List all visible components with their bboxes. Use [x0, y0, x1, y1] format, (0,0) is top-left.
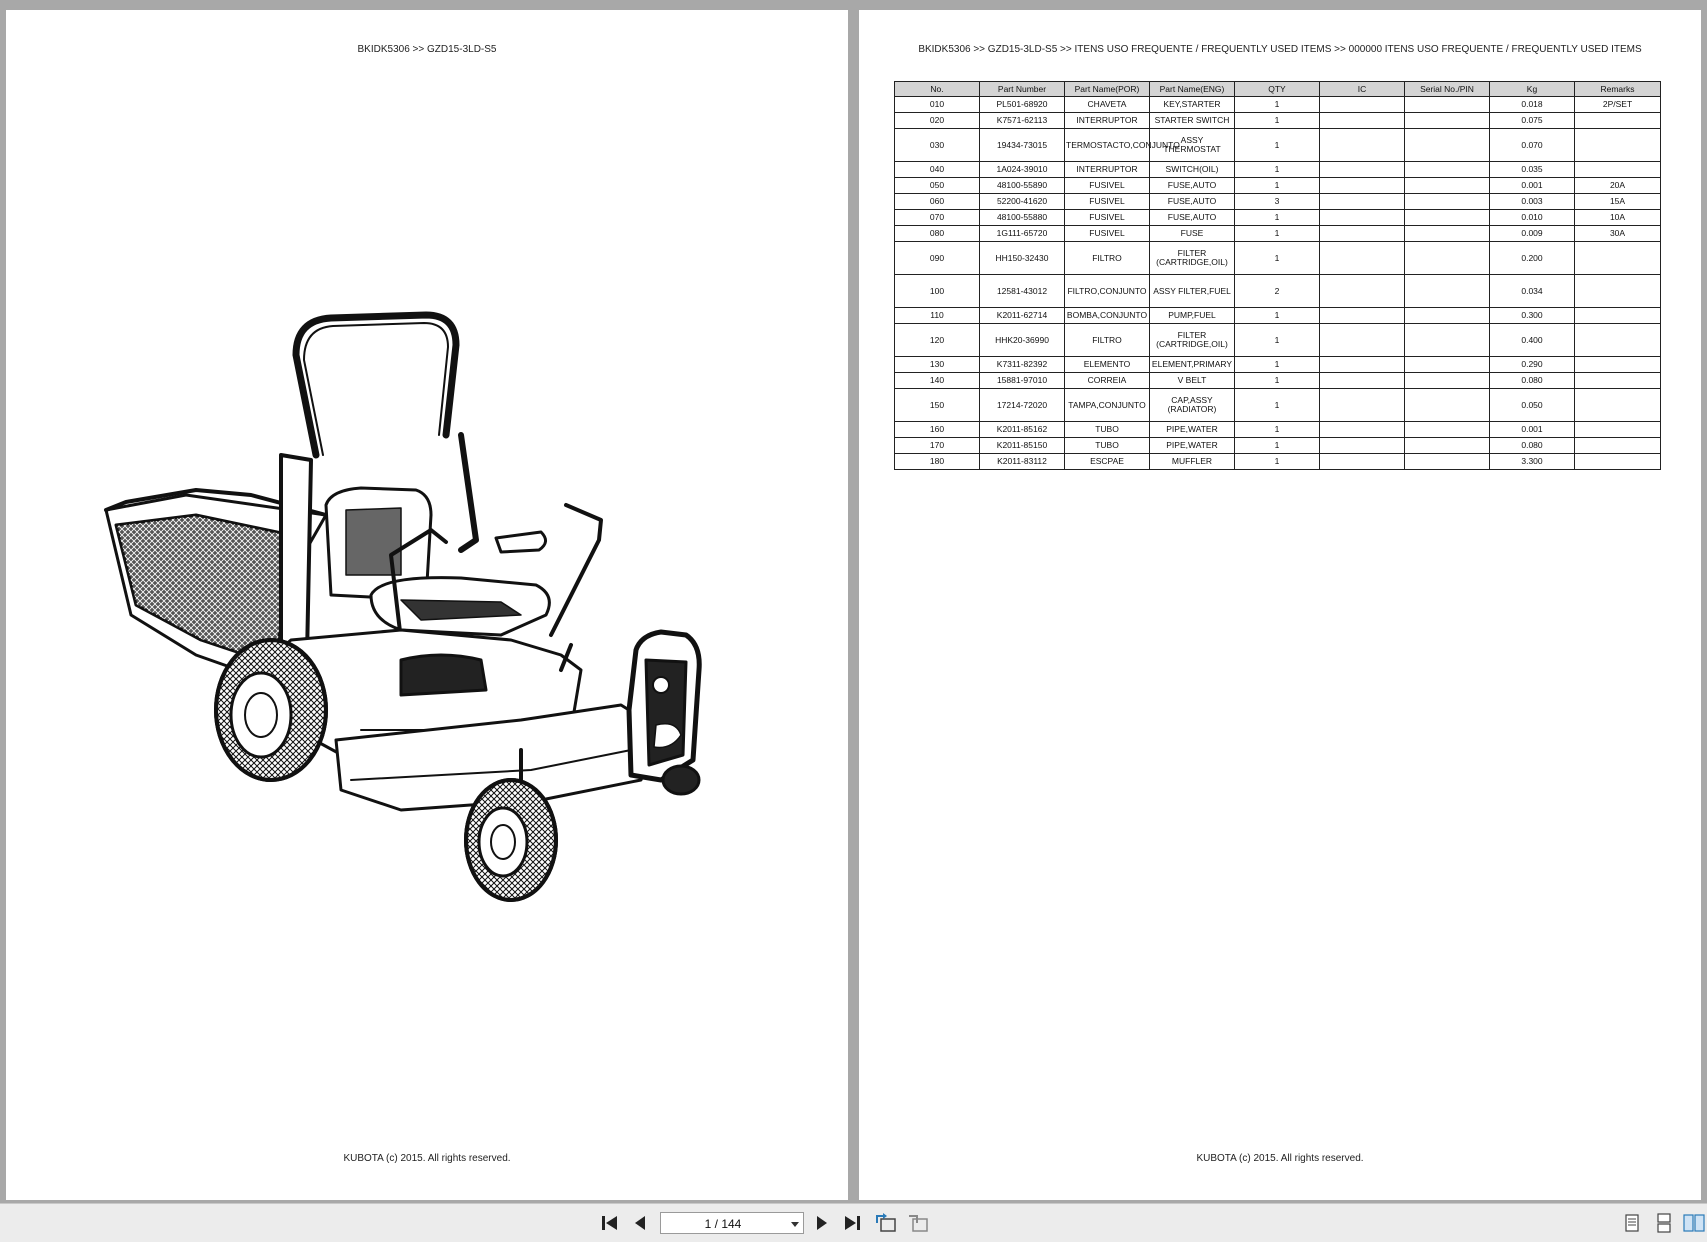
cell-ic — [1320, 242, 1405, 275]
table-row — [895, 226, 1661, 242]
cell-ic — [1320, 438, 1405, 454]
cell-qty: 1 — [1235, 162, 1320, 178]
cell-remarks — [1575, 454, 1661, 470]
cell-ic — [1320, 454, 1405, 470]
cell-serial — [1405, 113, 1490, 129]
cell-remarks: 20A — [1575, 178, 1661, 194]
cell-no: 080 — [895, 226, 980, 242]
cell-part-name-eng: FUSE,AUTO — [1150, 210, 1235, 226]
cell-kg: 0.300 — [1490, 308, 1575, 324]
cell-part-name-eng: PIPE,WATER — [1150, 438, 1235, 454]
cell-no: 150 — [895, 389, 980, 422]
table-row — [895, 389, 1661, 422]
cell-part-number: HHK20-36990 — [980, 324, 1065, 357]
cell-serial — [1405, 438, 1490, 454]
cell-remarks: 15A — [1575, 194, 1661, 210]
cell-no: 070 — [895, 210, 980, 226]
cell-part-name-por: FILTRO,CONJUNTO — [1065, 275, 1150, 308]
mower-illustration — [101, 310, 771, 950]
cell-remarks — [1575, 389, 1661, 422]
column-header-part-name-eng: Part Name(ENG) — [1150, 82, 1235, 97]
cell-no: 180 — [895, 454, 980, 470]
cell-serial — [1405, 389, 1490, 422]
cell-kg: 0.009 — [1490, 226, 1575, 242]
cell-serial — [1405, 162, 1490, 178]
cell-no: 060 — [895, 194, 980, 210]
cell-part-name-por: FUSIVEL — [1065, 178, 1150, 194]
first-page-icon[interactable] — [598, 1211, 622, 1235]
cell-part-name-eng: FILTER (CARTRIDGE,OIL) — [1150, 242, 1235, 275]
cell-part-name-por: ELEMENTO — [1065, 357, 1150, 373]
cell-ic — [1320, 389, 1405, 422]
cell-kg: 0.003 — [1490, 194, 1575, 210]
cell-serial — [1405, 194, 1490, 210]
table-row — [895, 454, 1661, 470]
right-page-header: BKIDK5306 >> GZD15-3LD-S5 >> ITENS USO FREQUENTE / FREQUENTLY USED ITEMS >> 000000 ITENS USO FREQUENTE / FREQUENTLY USED ITEMS — [918, 44, 1642, 55]
column-header-remarks: Remarks — [1575, 82, 1661, 97]
continuous-view-icon[interactable] — [1652, 1211, 1676, 1235]
cell-kg: 0.080 — [1490, 373, 1575, 389]
cell-part-name-eng: ASSY FILTER,FUEL — [1150, 275, 1235, 308]
cell-qty: 1 — [1235, 438, 1320, 454]
cell-serial — [1405, 97, 1490, 113]
cell-serial — [1405, 275, 1490, 308]
cell-remarks: 10A — [1575, 210, 1661, 226]
cell-ic — [1320, 210, 1405, 226]
cell-kg: 0.050 — [1490, 389, 1575, 422]
cell-part-name-eng: FUSE,AUTO — [1150, 194, 1235, 210]
cell-qty: 1 — [1235, 113, 1320, 129]
table-row — [895, 97, 1661, 113]
cell-no: 170 — [895, 438, 980, 454]
cell-part-number: 52200-41620 — [980, 194, 1065, 210]
cell-part-number: K2011-85162 — [980, 422, 1065, 438]
cell-serial — [1405, 357, 1490, 373]
cell-ic — [1320, 373, 1405, 389]
table-row — [895, 373, 1661, 389]
table-row — [895, 357, 1661, 373]
cell-part-name-eng: FUSE,AUTO — [1150, 178, 1235, 194]
left-page — [6, 10, 848, 1200]
cell-kg: 0.001 — [1490, 422, 1575, 438]
cell-no: 160 — [895, 422, 980, 438]
cell-no: 130 — [895, 357, 980, 373]
cell-ic — [1320, 162, 1405, 178]
cell-part-number: 1G111-65720 — [980, 226, 1065, 242]
cell-kg: 0.075 — [1490, 113, 1575, 129]
cell-remarks — [1575, 275, 1661, 308]
cell-part-name-por: TAMPA,CONJUNTO — [1065, 389, 1150, 422]
cell-serial — [1405, 308, 1490, 324]
column-header-ic: IC — [1320, 82, 1405, 97]
column-header-part-number: Part Number — [980, 82, 1065, 97]
cell-remarks — [1575, 438, 1661, 454]
cell-kg: 0.034 — [1490, 275, 1575, 308]
cell-part-name-eng: MUFFLER — [1150, 454, 1235, 470]
cell-part-name-por: TUBO — [1065, 422, 1150, 438]
cell-kg: 0.200 — [1490, 242, 1575, 275]
column-header-no: No. — [895, 82, 980, 97]
cell-ic — [1320, 178, 1405, 194]
table-row — [895, 438, 1661, 454]
cell-part-name-por: TERMOSTACTO,CONJUNTO — [1065, 129, 1150, 162]
cell-qty: 1 — [1235, 210, 1320, 226]
cell-part-name-eng: STARTER SWITCH — [1150, 113, 1235, 129]
cell-part-name-por: CORREIA — [1065, 373, 1150, 389]
cell-kg: 0.010 — [1490, 210, 1575, 226]
table-row — [895, 242, 1661, 275]
table-row — [895, 210, 1661, 226]
column-header-qty: QTY — [1235, 82, 1320, 97]
table-row — [895, 422, 1661, 438]
cell-part-number: K2011-85150 — [980, 438, 1065, 454]
cell-serial — [1405, 226, 1490, 242]
cell-ic — [1320, 308, 1405, 324]
cell-part-name-por: TUBO — [1065, 438, 1150, 454]
cell-part-name-por: FUSIVEL — [1065, 226, 1150, 242]
cell-remarks — [1575, 242, 1661, 275]
cell-part-number: 15881-97010 — [980, 373, 1065, 389]
cell-ic — [1320, 113, 1405, 129]
cell-part-name-eng: FUSE — [1150, 226, 1235, 242]
table-row — [895, 113, 1661, 129]
cell-no: 010 — [895, 97, 980, 113]
cell-remarks — [1575, 308, 1661, 324]
cell-no: 030 — [895, 129, 980, 162]
cell-part-number: 12581-43012 — [980, 275, 1065, 308]
table-header-row — [895, 82, 1661, 97]
single-page-view-icon[interactable] — [1620, 1211, 1644, 1235]
cell-remarks — [1575, 422, 1661, 438]
cell-part-number: K2011-62714 — [980, 308, 1065, 324]
cell-ic — [1320, 275, 1405, 308]
cell-part-name-eng: PIPE,WATER — [1150, 422, 1235, 438]
cell-part-name-por: FUSIVEL — [1065, 194, 1150, 210]
cell-qty: 1 — [1235, 242, 1320, 275]
cell-ic — [1320, 97, 1405, 113]
cell-ic — [1320, 194, 1405, 210]
cell-no: 020 — [895, 113, 980, 129]
cell-part-name-por: FUSIVEL — [1065, 210, 1150, 226]
cell-serial — [1405, 324, 1490, 357]
table-row — [895, 308, 1661, 324]
cell-no: 050 — [895, 178, 980, 194]
cell-part-number: PL501-68920 — [980, 97, 1065, 113]
column-header-serial: Serial No./PIN — [1405, 82, 1490, 97]
table-row — [895, 194, 1661, 210]
cell-part-name-por: INTERRUPTOR — [1065, 162, 1150, 178]
cell-remarks: 2P/SET — [1575, 97, 1661, 113]
cell-serial — [1405, 454, 1490, 470]
cell-qty: 1 — [1235, 373, 1320, 389]
cell-part-name-eng: ELEMENT,PRIMARY — [1150, 357, 1235, 373]
cell-part-name-eng: CAP,ASSY (RADIATOR) — [1150, 389, 1235, 422]
cell-remarks — [1575, 162, 1661, 178]
cell-kg: 0.001 — [1490, 178, 1575, 194]
cell-no: 040 — [895, 162, 980, 178]
cell-no: 120 — [895, 324, 980, 357]
viewer-toolbar — [0, 1203, 1707, 1242]
cell-qty: 1 — [1235, 357, 1320, 373]
table-row — [895, 275, 1661, 308]
cell-qty: 1 — [1235, 178, 1320, 194]
right-page-footer: KUBOTA (c) 2015. All rights reserved. — [1196, 1153, 1364, 1164]
cell-serial — [1405, 210, 1490, 226]
cell-kg: 0.035 — [1490, 162, 1575, 178]
cell-part-number: 19434-73015 — [980, 129, 1065, 162]
table-row — [895, 162, 1661, 178]
cell-kg: 0.070 — [1490, 129, 1575, 162]
cell-part-name-por: FILTRO — [1065, 324, 1150, 357]
page-number-field[interactable] — [660, 1212, 804, 1234]
cell-serial — [1405, 178, 1490, 194]
column-header-part-name-por: Part Name(POR) — [1065, 82, 1150, 97]
cell-part-name-por: FILTRO — [1065, 242, 1150, 275]
cell-ic — [1320, 129, 1405, 162]
cell-part-name-por: INTERRUPTOR — [1065, 113, 1150, 129]
cell-part-name-por: ESCPAE — [1065, 454, 1150, 470]
right-page — [859, 10, 1701, 1200]
fit-page-icon[interactable] — [906, 1211, 930, 1235]
cell-part-name-eng: PUMP,FUEL — [1150, 308, 1235, 324]
cell-no: 140 — [895, 373, 980, 389]
parts-table — [894, 81, 1661, 470]
cell-serial — [1405, 242, 1490, 275]
table-row — [895, 178, 1661, 194]
cell-no: 110 — [895, 308, 980, 324]
cell-part-number: K7571-62113 — [980, 113, 1065, 129]
cell-part-number: K7311-82392 — [980, 357, 1065, 373]
table-row — [895, 324, 1661, 357]
cell-qty: 1 — [1235, 454, 1320, 470]
cell-kg: 3.300 — [1490, 454, 1575, 470]
cell-no: 100 — [895, 275, 980, 308]
cell-part-number: 1A024-39010 — [980, 162, 1065, 178]
cell-part-name-eng: KEY,STARTER — [1150, 97, 1235, 113]
cell-part-number: 17214-72020 — [980, 389, 1065, 422]
cell-serial — [1405, 129, 1490, 162]
cell-part-number: 48100-55890 — [980, 178, 1065, 194]
cell-qty: 1 — [1235, 422, 1320, 438]
cell-kg: 0.290 — [1490, 357, 1575, 373]
cell-qty: 1 — [1235, 226, 1320, 242]
cell-qty: 3 — [1235, 194, 1320, 210]
left-page-footer: KUBOTA (c) 2015. All rights reserved. — [343, 1153, 511, 1164]
cell-kg: 0.080 — [1490, 438, 1575, 454]
left-page-header: BKIDK5306 >> GZD15-3LD-S5 — [357, 44, 497, 55]
column-header-kg: Kg — [1490, 82, 1575, 97]
cell-serial — [1405, 373, 1490, 389]
cell-part-name-eng: FILTER (CARTRIDGE,OIL) — [1150, 324, 1235, 357]
cell-serial — [1405, 422, 1490, 438]
cell-qty: 1 — [1235, 97, 1320, 113]
two-page-view-icon[interactable] — [1682, 1211, 1706, 1235]
table-row — [895, 129, 1661, 162]
cell-qty: 1 — [1235, 308, 1320, 324]
cell-part-number: HH150-32430 — [980, 242, 1065, 275]
previous-page-icon[interactable] — [628, 1211, 652, 1235]
cell-remarks — [1575, 357, 1661, 373]
cell-remarks: 30A — [1575, 226, 1661, 242]
cell-qty: 1 — [1235, 129, 1320, 162]
cell-part-name-eng: ASSY THERMOSTAT — [1150, 129, 1235, 162]
cell-remarks — [1575, 373, 1661, 389]
rotate-icon[interactable] — [874, 1211, 898, 1235]
cell-part-name-por: BOMBA,CONJUNTO — [1065, 308, 1150, 324]
cell-part-name-eng: SWITCH(OIL) — [1150, 162, 1235, 178]
cell-qty: 2 — [1235, 275, 1320, 308]
page-indicator: 1 / 144 — [704, 1217, 742, 1231]
cell-kg: 0.018 — [1490, 97, 1575, 113]
cell-ic — [1320, 324, 1405, 357]
cell-remarks — [1575, 113, 1661, 129]
cell-remarks — [1575, 324, 1661, 357]
cell-ic — [1320, 422, 1405, 438]
cell-part-number: K2011-83112 — [980, 454, 1065, 470]
cell-ic — [1320, 226, 1405, 242]
last-page-icon[interactable] — [840, 1211, 864, 1235]
cell-ic — [1320, 357, 1405, 373]
cell-no: 090 — [895, 242, 980, 275]
cell-part-name-por: CHAVETA — [1065, 97, 1150, 113]
cell-part-number: 48100-55880 — [980, 210, 1065, 226]
chevron-down-icon[interactable] — [791, 1222, 799, 1227]
cell-qty: 1 — [1235, 324, 1320, 357]
next-page-icon[interactable] — [810, 1211, 834, 1235]
cell-remarks — [1575, 129, 1661, 162]
cell-qty: 1 — [1235, 389, 1320, 422]
cell-part-name-eng: V BELT — [1150, 373, 1235, 389]
cell-kg: 0.400 — [1490, 324, 1575, 357]
